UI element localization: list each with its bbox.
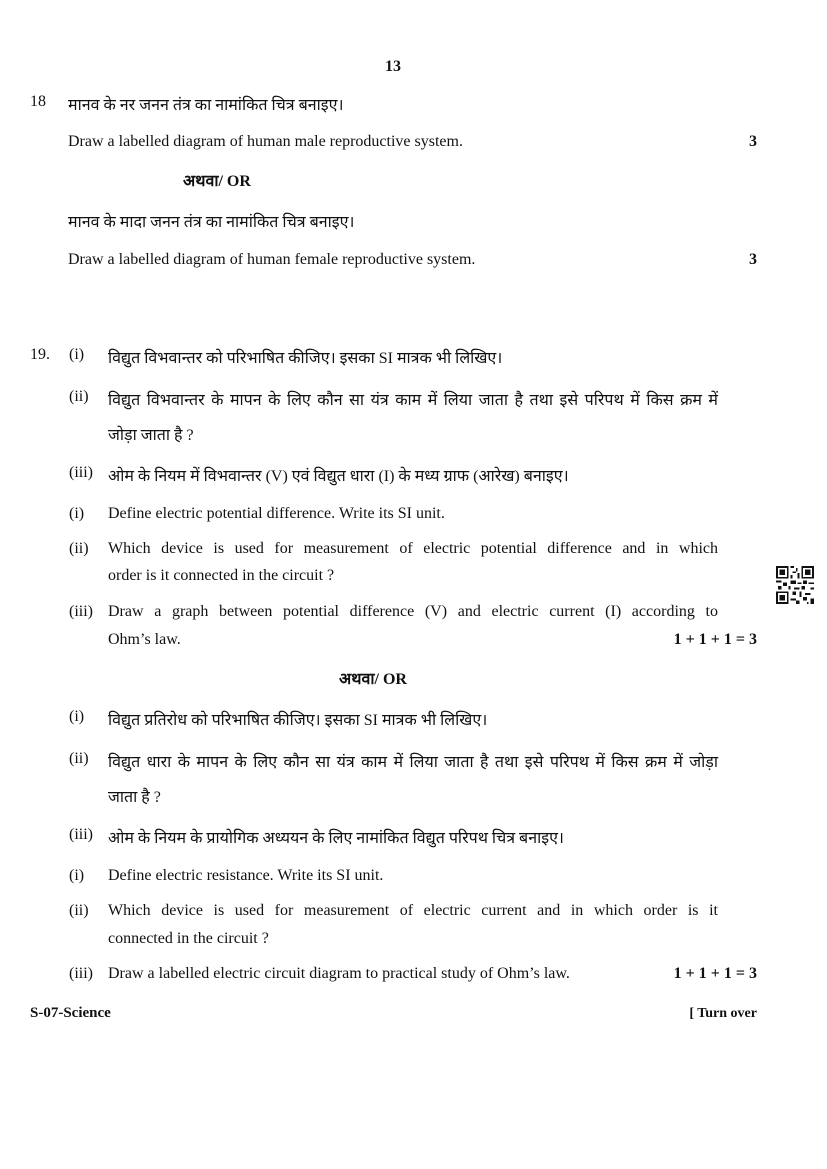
q19a-hindi-iii-label: (iii)	[69, 464, 93, 481]
q19b-hindi-iii-text: ओम के नियम के प्रायोगिक अध्ययन के लिए नामांकित विद्युत परिपथ चित्र बनाइए।	[108, 830, 564, 847]
q18-english-main: Draw a labelled diagram of human male reproductive system.	[68, 133, 463, 150]
q19a-en-i-label: (i)	[69, 505, 85, 522]
q19a-en-iii-line1: Draw a graph between potential difference (V) and electric current (I) according to	[108, 603, 718, 620]
footer-turn-over: [ Turn over	[689, 1006, 757, 1021]
q19a-en-ii-line1: Which device is used for measurement of electric potential difference and in which	[108, 540, 718, 557]
q18-hindi-alt: मानव के मादा जनन तंत्र का नामांकित चित्र बनाइए।	[68, 214, 355, 231]
q19b-en-iii-label: (iii)	[69, 965, 93, 982]
q18-or-label: अथवा/ OR	[183, 173, 251, 190]
q19a-en-iii-line2: Ohm’s law.	[108, 631, 181, 648]
q19a-hindi-ii-line1: विद्युत विभवान्तर के मापन के लिए कौन सा यंत्र काम में लिया जाता है तथा इसे परिपथ में किस क्रम में	[108, 392, 718, 409]
q19a-hindi-iii-text: ओम के नियम में विभवान्तर (V) एवं विद्युत धारा (I) के मध्य ग्राफ (आरेख) बनाइए।	[108, 468, 569, 485]
q19b-en-i-label: (i)	[69, 867, 85, 884]
q19a-en-iii-label: (iii)	[69, 603, 93, 620]
q18-marks-alt: 3	[749, 251, 757, 268]
q19-or-label: अथवा/ OR	[339, 671, 407, 688]
q19a-marks: 1 + 1 + 1 = 3	[673, 631, 757, 648]
q19b-hindi-ii-line1: विद्युत धारा के मापन के लिए कौन सा यंत्र काम में लिया जाता है तथा इसे परिपथ में किस क्रम में जोड़ा	[108, 754, 718, 771]
q19b-en-ii-label: (ii)	[69, 902, 89, 919]
q19a-hindi-ii-label: (ii)	[69, 388, 89, 405]
q19b-en-ii-line2: connected in the circuit ?	[108, 930, 269, 947]
qr-code-icon	[776, 566, 814, 604]
question-18-number: 18	[30, 93, 46, 110]
q18-hindi-main: मानव के नर जनन तंत्र का नामांकित चित्र बनाइए।	[68, 97, 344, 114]
q19b-hindi-i-label: (i)	[69, 708, 85, 725]
q18-marks-main: 3	[749, 133, 757, 150]
q19b-en-iii-text: Draw a labelled electric circuit diagram to practical study of Ohm’s law.	[108, 965, 570, 982]
q19b-hindi-i-text: विद्युत प्रतिरोध को परिभाषित कीजिए। इसका SI मात्रक भी लिखिए।	[108, 712, 488, 729]
q19a-en-i-text: Define electric potential difference. Write its SI unit.	[108, 505, 445, 522]
q18-english-alt: Draw a labelled diagram of human female reproductive system.	[68, 251, 476, 268]
q19a-hindi-i-text: विद्युत विभवान्तर को परिभाषित कीजिए। इसका SI मात्रक भी लिखिए।	[108, 350, 503, 367]
q19b-en-ii-line1: Which device is used for measurement of electric current and in which order is it	[108, 902, 718, 919]
q19b-hindi-ii-label: (ii)	[69, 750, 89, 767]
q19a-hindi-i-label: (i)	[69, 346, 85, 363]
footer-paper-code: S-07-Science	[30, 1005, 111, 1021]
page-number: 13	[385, 58, 401, 75]
q19a-en-ii-line2: order is it connected in the circuit ?	[108, 567, 335, 584]
q19a-en-ii-label: (ii)	[69, 540, 89, 557]
q19b-hindi-iii-label: (iii)	[69, 826, 93, 843]
q19a-hindi-ii-line2: जोड़ा जाता है ?	[108, 427, 194, 444]
question-19-number: 19.	[30, 346, 50, 363]
q19b-marks: 1 + 1 + 1 = 3	[673, 965, 757, 982]
q19b-hindi-ii-line2: जाता है ?	[108, 789, 161, 806]
q19b-en-i-text: Define electric resistance. Write its SI unit.	[108, 867, 384, 884]
